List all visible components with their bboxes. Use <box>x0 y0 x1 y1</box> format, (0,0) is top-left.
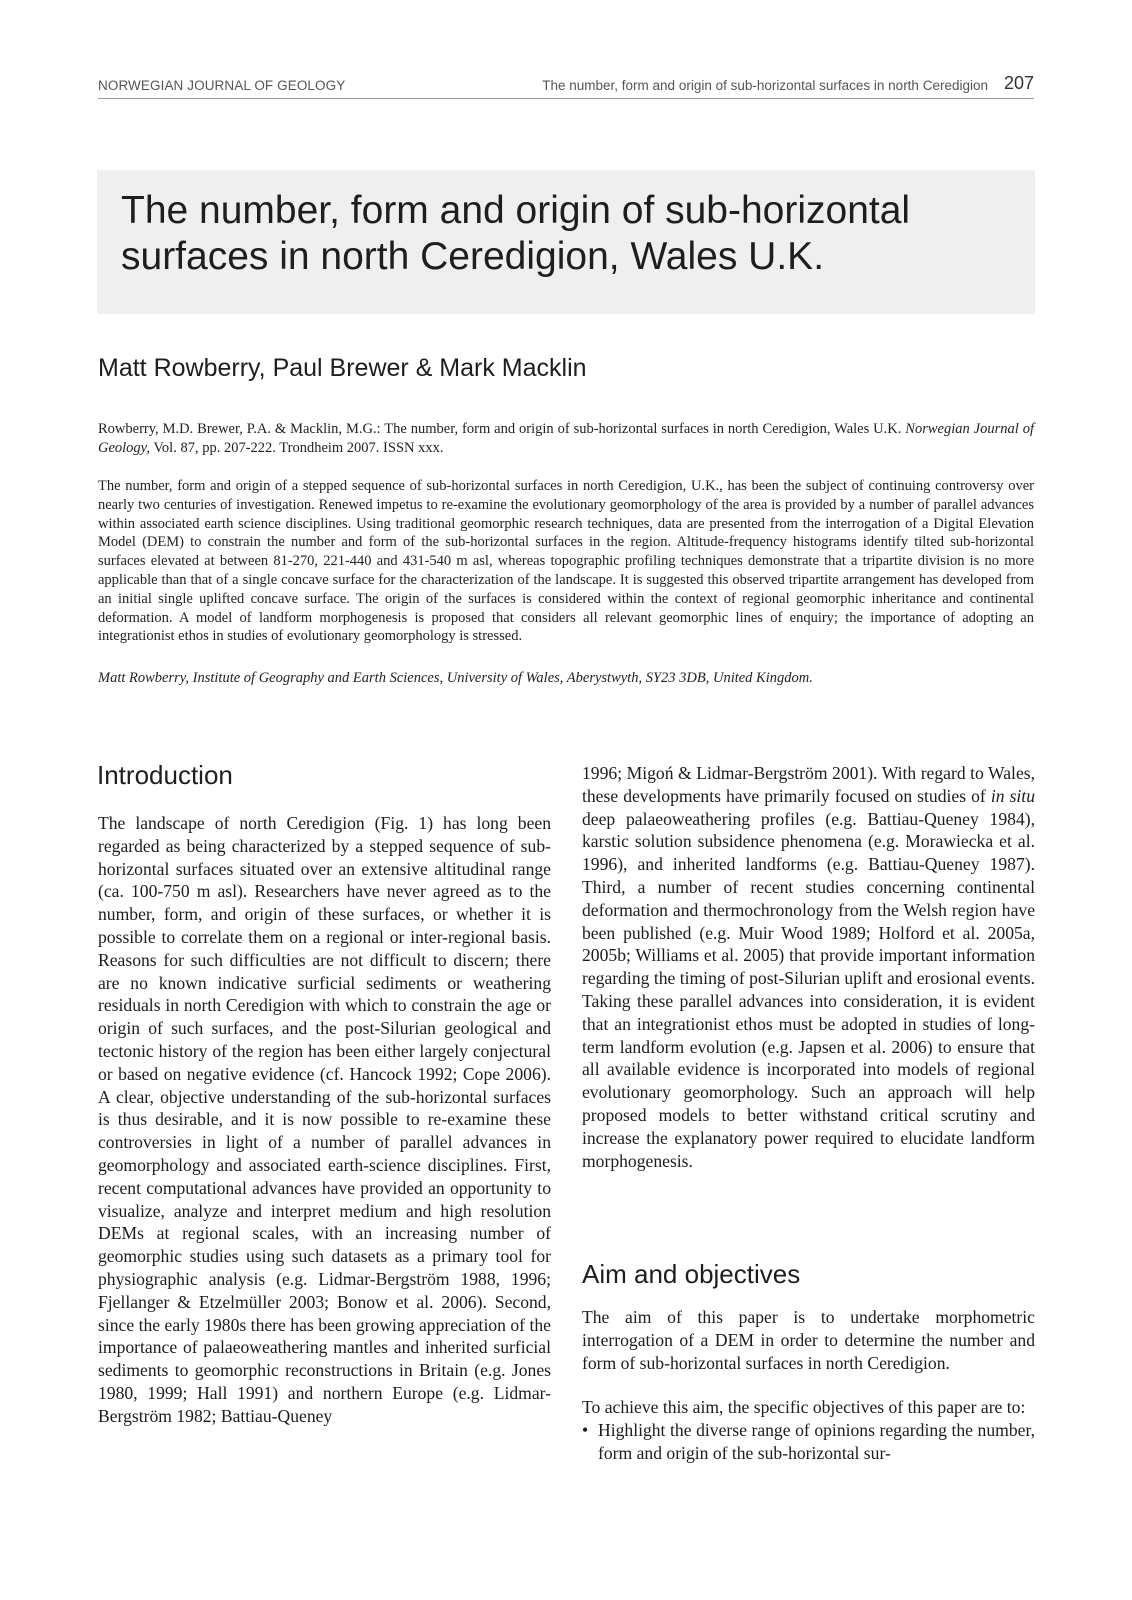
aim-heading: Aim and objectives <box>582 1259 801 1289</box>
author-list: Matt Rowberry, Paul Brewer & Mark Macklin <box>98 354 587 382</box>
continuation-italic: in situ <box>990 785 1035 806</box>
aim-paragraph: The aim of this paper is to undertake morphometric interrogation of a DEM in order to determine the number and form of sub-horizontal surfaces in north Ceredigion. <box>582 1307 1035 1373</box>
objectives-list <box>582 1419 1035 1465</box>
citation-rest: Vol. 87, pp. 207-222. Trondheim 2007. ISSN xxx. <box>149 439 444 456</box>
running-title: The number, form and origin of sub-horizontal surfaces in north Ceredigion <box>542 78 988 93</box>
introduction-column-right <box>582 762 1035 1172</box>
objectives-intro: To achieve this aim, the specific objectives of this paper are to: <box>582 1397 1026 1417</box>
page-number: 207 <box>1003 73 1034 93</box>
journal-name: NORWEGIAN JOURNAL OF GEOLOGY <box>98 78 346 93</box>
continuation-before: 1996; Migoń & Lidmar-Bergström 2001). With regard to Wales, these developments have primarily focused on studies of <box>582 763 1035 806</box>
citation <box>98 420 1034 458</box>
citation-journal: Norwegian Journal of Geology, <box>98 421 1034 456</box>
list-item <box>582 1419 1035 1465</box>
introduction-column-left <box>98 812 551 1428</box>
paper-title: The number, form and origin of sub-horizontal surfaces in north Ceredigion, Wales U.K. <box>121 189 911 278</box>
introduction-paragraph: The landscape of north Ceredigion (Fig. 1) has long been regarded as being characterized by a stepped sequence of sub-horizontal surfaces situated over an extensive altitudinal range (ca. 100-750 m asl). Researchers have never agreed as to the number, form, and origin of these surfaces, or whether it is possible to correlate them on a regional or inter-regional basis. Reasons for such difficulties are not difficult to discern; there are no known indicative surficial sediments or weathering residuals in north Ceredigion with which to constrain the age or origin of such surfaces, and the post-Silurian geological and tectonic history of the region has been either largely conjectural or based on negative evidence (cf. Hancock 1992; Cope 2006). A clear, objective understanding of the sub-horizontal surfaces is thus desirable, and it is now possible to re-examine these controversies in light of a number of parallel advances in geomorphology and associated earth-science disciplines. First, recent computational advances have provided an opportunity to visualize, analyze and interpret medium and high resolution DEMs at regional scales, with an increasing number of geomorphic studies using such datasets as a primary tool for physiographic analysis (e.g. Lidmar-Bergström 1988, 1996; Fjellanger & Etzelmüller 2003; Bonow et al. 2006). Second, since the early 1980s there has been growing appreciation of the importance of palaeoweathering mantles and inherited surficial sediments to geomorphic reconstructions in Britain (e.g. Jones 1980, 1999; Hall 1991) and northern Europe (e.g. Lidmar-Bergström 1982; Battiau-Queney <box>98 813 551 1426</box>
citation-main: Rowberry, M.D. Brewer, P.A. & Macklin, M.G.: The number, form and origin of sub-horizontal surfaces in north Ceredigion, Wales U.K. <box>98 421 906 437</box>
introduction-continuation <box>582 762 1035 1172</box>
introduction-heading: Introduction <box>97 760 233 790</box>
objective-text: Highlight the diverse range of opinions regarding the number, form and origin of the sub-horizontal sur- <box>598 1419 1035 1463</box>
continuation-after: deep palaeoweathering profiles (e.g. Battiau-Queney 1984), karstic solution subsidence phenomena (e.g. Morawiecka et al. 1996), and inherited landforms (e.g. Battiau-Queney 1987). Third, a number of recent studies concerning continental deformation and thermochronology from the Welsh region have been published (e.g. Muir Wood 1989; Holford et al. 2005a, 2005b; Williams et al. 2005) that provide important information regarding the timing of post-Silurian uplift and erosional events. Taking these parallel advances into consideration, it is evident that an integrationist ethos must be adopted in studies of long-term landform evolution (e.g. Japsen et al. 2006) to ensure that all available evidence is incorporated into models of regional evolutionary geomorphology. Such an approach will help proposed models to better withstand critical scrutiny and increase the explanatory power required to elucidate landform morphogenesis. <box>582 808 1035 1171</box>
abstract: The number, form and origin of a stepped sequence of sub-horizontal surfaces in north Ceredigion, U.K., has been the subject of continuing controversy over nearly two centuries of investigation. Renewed impetus to re-examine the evolutionary geomorphology of the area is provided by a number of parallel advances within associated earth science disciplines. Using traditional geomorphic research techniques, data are presented from the interrogation of a Digital Elevation Model (DEM) to constrain the number and form of the sub-horizontal surfaces in the region. Altitude-frequency histograms identify tilted sub-horizontal surfaces elevated at between 81-270, 221-440 and 431-540 m asl, whereas topographic profiling techniques demonstrate that a tripartite division is no more applicable than that of a single concave surface for the characterization of the landscape. It is suggested this observed tripartite arrangement has developed from an initial single uplifted concave surface. The origin of the surfaces is considered within the context of regional geomorphic inheritance and continental deformation. A model of landform morphogenesis is proposed that considers all relevant geomorphic lines of enquiry; the importance of adopting an integrationist ethos in studies of evolutionary geomorphology is stressed. <box>98 478 1034 645</box>
objectives-block <box>582 1396 1035 1464</box>
author-address: Matt Rowberry, Institute of Geography and Earth Sciences, University of Wales, Aberystwyth, SY23 3DB, United Kingdom. <box>98 670 813 686</box>
title-box <box>97 170 1035 314</box>
running-header <box>98 74 1034 99</box>
bullet-icon: • <box>582 1419 589 1440</box>
aim-paragraph-block <box>582 1306 1035 1374</box>
